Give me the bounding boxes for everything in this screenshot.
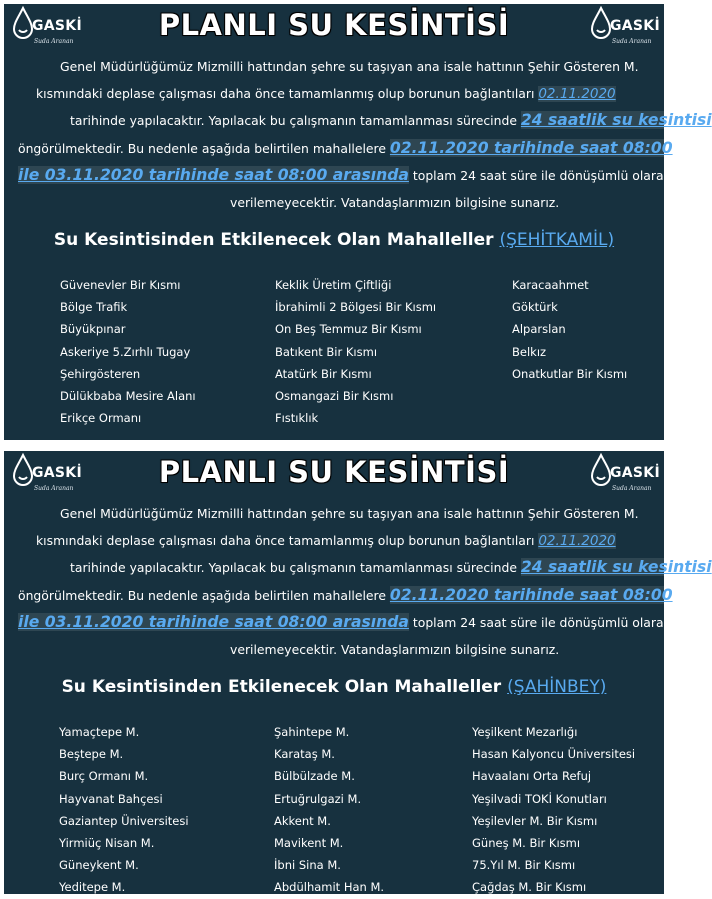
list-item: Güneş M. Bir Kısmı [472,836,581,851]
text-segment: toplam 24 saat süre ile dönüşümlü olarak su [408,615,689,631]
highlight-start: 02.11.2020 tarihinde saat 08:00 [389,585,673,604]
list-item: Ertuğrulgazi M. [274,791,362,806]
list-item: Şahintepe M. [274,725,350,739]
text-line: Genel Müdürlüğümüz Mizmilli hattından şehre su taşıyan ana isale hattının Şehir Gösteren M. [60,59,639,74]
list-item: Bölge Trafik [60,300,128,315]
district-name: (ŞEHİTKAMİL) [499,230,615,250]
list-item: Güvenevler Bir Kısmı [60,278,181,292]
list-item: İbrahimli 2 Bölgesi Bir Kısmı [275,300,437,315]
logo-tagline: Suda Aranan [612,485,652,492]
list-item: Hayvanat Bahçesi [59,791,163,806]
text-line [18,107,712,135]
list-item: Çağdaş M. Bir Kısmı [472,880,587,895]
highlight-date: 02.11.2020 [538,532,616,549]
list-item: Erikçe Ormanı [60,411,142,426]
text-segment: kısmındaki deplase çalışması daha önce tamamlanmış olup borunun bağlantıları [36,532,539,548]
highlight-end: ile 03.11.2020 tarihinde saat 08:00 arasında [18,613,409,632]
announcement-panel-sehitkamil [4,4,712,440]
announcement-text [18,54,712,217]
list-item: Belkız [512,344,547,359]
neighborhood-column [472,721,635,899]
text-line: verilemeyecektir. Vatandaşlarımızın bilgisine sunarız. [230,194,560,210]
list-item: Osmangazi Bir Kısmı [275,389,394,404]
list-item: Batıkent Bir Kısmı [275,344,378,359]
list-item: Yeşilvadi TOKİ Konutları [472,791,607,806]
list-item: Atatürk Bir Kısmı [275,366,372,381]
announcement-panel-sahinbey [4,451,712,895]
highlight-duration: 24 saatlik su kesintisi [520,558,712,577]
list-item: Fıstıklık [275,411,319,426]
text-line [18,135,673,163]
list-item: Askeriye 5.Zırhlı Tugay [60,344,191,359]
list-item: Abdülhamit Han M. [274,880,385,895]
highlight-date: 02.11.2020 [538,85,616,102]
heading-text: Su Kesintisinden Etkilenecek Olan Mahalleller [61,677,508,697]
highlight-start: 02.11.2020 tarihinde saat 08:00 [389,138,673,157]
list-item: Alparslan [512,322,566,337]
list-item: Hasan Kalyoncu Üniversitesi [472,747,636,762]
neighborhood-column [59,721,189,899]
neighborhood-column [275,274,436,429]
list-item: Şehirgösteren [60,366,141,381]
affected-neighborhoods-heading [4,677,664,697]
logo-tagline: Suda Aranan [34,38,74,45]
heading-text: Su Kesintisinden Etkilenecek Olan Mahalleller [53,230,500,250]
list-item: İbni Sina M. [274,858,341,873]
list-item: Beştepe M. [59,747,124,762]
logo-brand: GASKİ [32,18,82,34]
logo-brand: GASKİ [610,18,660,34]
announcement-text [18,501,712,664]
list-item: Yeşilkent Mezarlığı [472,725,578,739]
list-item: Gaziantep Üniversitesi [59,813,189,828]
text-line [18,582,673,610]
district-name: (ŞAHİNBEY) [507,677,607,697]
text-line: verilemeyecektir. Vatandaşlarımızın bilgisine sunarız. [230,641,560,657]
logo-brand: GASKİ [32,465,82,481]
text-segment: toplam 24 saat süre ile dönüşümlü olarak su [408,168,689,184]
announcement-title: PLANLI SU KESİNTİSİ [158,8,510,42]
list-item: Keklik Üretim Çiftliği [275,278,392,292]
text-segment: kısmındaki deplase çalışması daha önce tamamlanmış olup borunun bağlantıları [36,85,539,101]
list-item: Havaalanı Orta Refuj [472,769,592,784]
logo-tagline: Suda Aranan [612,38,652,45]
list-item: Dülükbaba Mesire Alanı [60,389,196,404]
text-line: Genel Müdürlüğümüz Mizmilli hattından şehre su taşıyan ana isale hattının Şehir Gösteren M. [60,506,639,521]
list-item: Büyükpınar [60,322,126,337]
list-item: Göktürk [512,300,558,315]
neighborhood-column [274,721,384,899]
neighborhood-column [60,274,196,429]
text-line [18,81,658,108]
logo-tagline: Suda Aranan [34,485,74,492]
announcement-title: PLANLI SU KESİNTİSİ [158,455,510,489]
list-item: Karataş M. [274,747,335,762]
list-item: Yirmiüç Nisan M. [59,836,155,851]
text-line [18,162,689,190]
neighborhood-column [512,274,627,385]
list-item: Mavikent M. [274,836,344,851]
text-segment: tarihinde yapılacaktır. Yapılacak bu çalışmanın tamamlanması sürecinde [70,113,521,129]
list-item: Onatkutlar Bir Kısmı [512,366,628,381]
highlight-end: ile 03.11.2020 tarihinde saat 08:00 arasında [18,166,409,185]
highlight-duration: 24 saatlik su kesintisi [520,111,712,130]
list-item: Burç Ormanı M. [59,769,149,784]
text-line [18,609,689,637]
logo-brand: GASKİ [610,465,660,481]
list-item: Akkent M. [274,813,331,828]
text-line [18,528,658,555]
text-line [18,554,712,582]
list-item: Yamaçtepe M. [59,725,140,739]
list-item: Bülbülzade M. [274,769,355,784]
list-item: 75.Yıl M. Bir Kısmı [472,858,576,873]
list-item: On Beş Temmuz Bir Kısmı [275,322,422,337]
list-item: Yeşilevler M. Bir Kısmı [472,813,598,828]
text-segment: öngörülmektedir. Bu nedenle aşağıda belirtilen mahallelere [18,587,390,603]
list-item: Güneykent M. [59,858,139,873]
affected-neighborhoods-heading [4,230,664,250]
list-item: Karacaahmet [512,278,589,292]
text-segment: tarihinde yapılacaktır. Yapılacak bu çalışmanın tamamlanması sürecinde [70,560,521,576]
list-item: Yeditepe M. [59,880,126,895]
text-segment: öngörülmektedir. Bu nedenle aşağıda belirtilen mahallelere [18,140,390,156]
